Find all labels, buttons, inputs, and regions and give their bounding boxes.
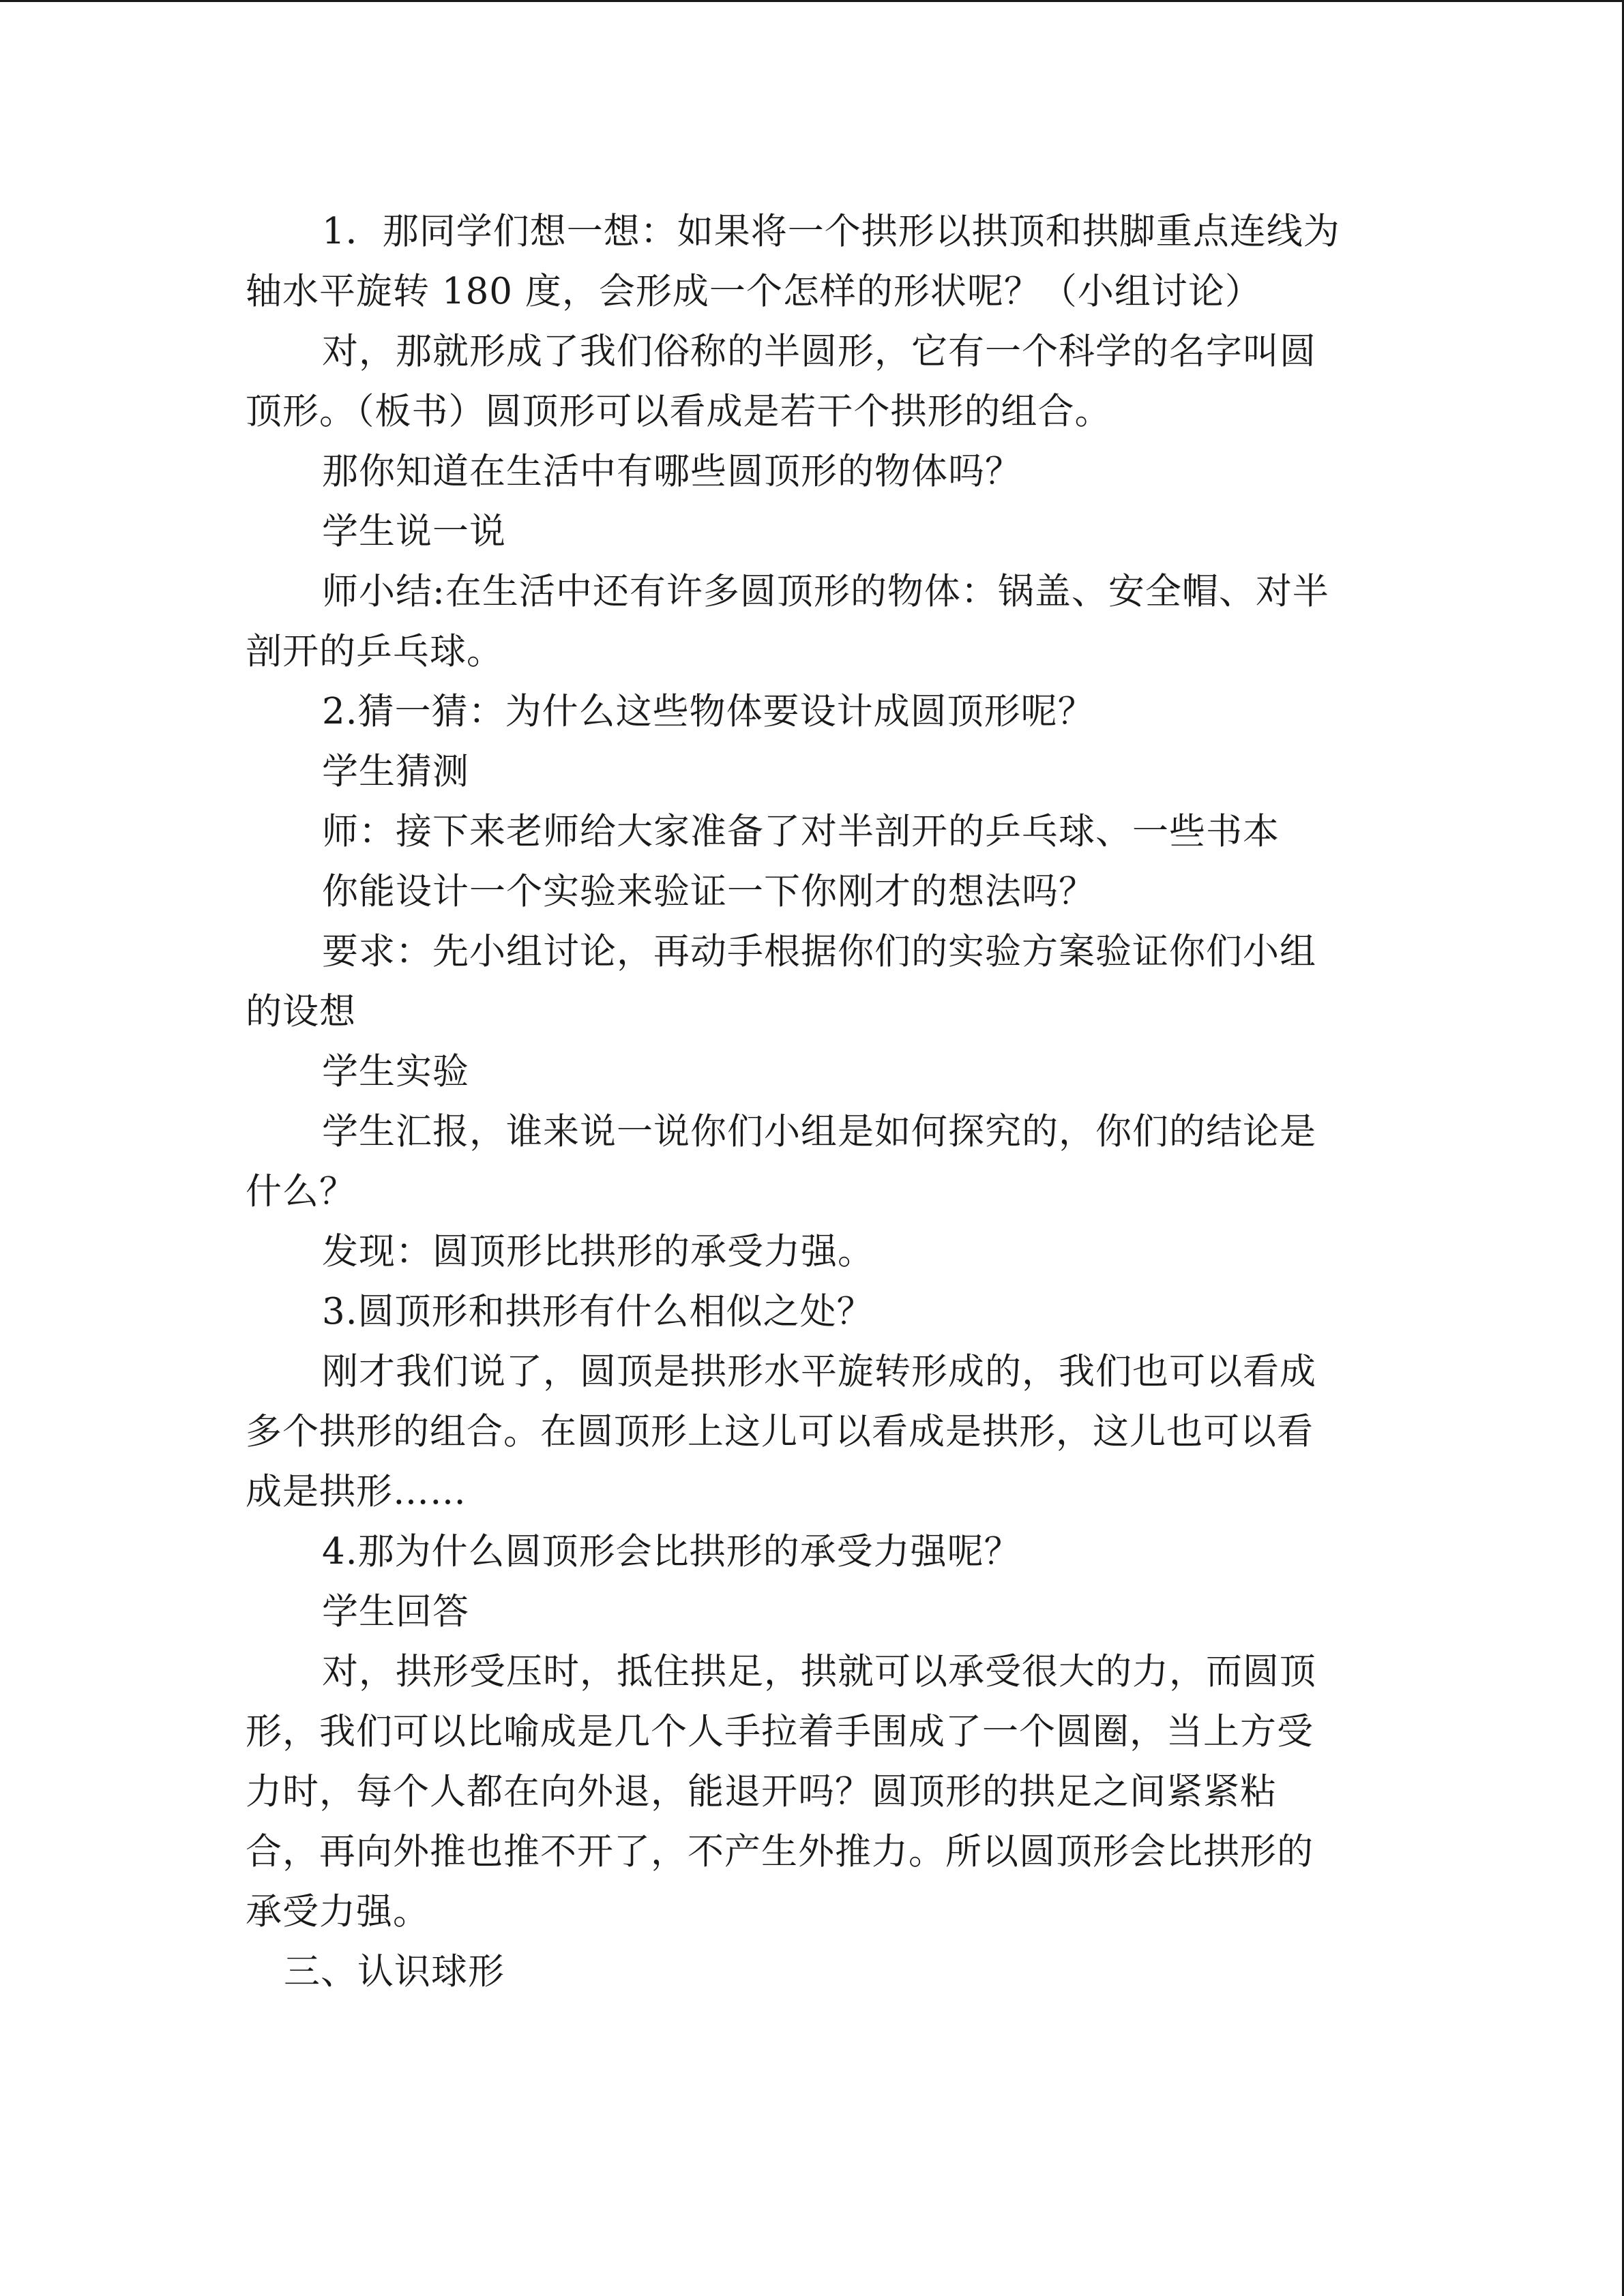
text-line: 学生实验 [322,1051,469,1092]
text-line: 学生回答 [322,1591,469,1632]
text-line: 3.圆顶形和拱形有什么相似之处？ [322,1291,874,1332]
text-line: 学生猜测 [322,751,469,792]
text-line: 形，我们可以比喻成是几个人手拉着手围成了一个圆圈，当上方受 [246,1711,1314,1753]
text-line: 学生说一说 [322,511,506,552]
text-line: 多个拱形的组合。在圆顶形上这儿可以看成是拱形，这儿也可以看 [246,1411,1314,1452]
text-line: 承受力强。 [246,1891,430,1933]
text-line: 对，拱形受压时，抵住拱足，拱就可以承受很大的力，而圆顶 [322,1651,1316,1693]
text-line: 师：接下来老师给大家准备了对半剖开的乒乓球、一些书本 [322,811,1280,852]
text-line: 2.猜一猜：为什么这些物体要设计成圆顶形呢？ [322,691,1095,732]
text-line: 成是拱形…… [246,1471,467,1512]
text-line: 学生汇报，谁来说一说你们小组是如何探究的，你们的结论是 [322,1111,1316,1152]
text-line: 那你知道在生活中有哪些圆顶形的物体吗？ [322,451,1022,492]
text-line: 顶形。（板书）圆顶形可以看成是若干个拱形的组合。 [246,391,1112,432]
document-body [246,202,1378,2002]
text-line: 你能设计一个实验来验证一下你刚才的想法吗？ [322,871,1095,912]
text-line: 对，那就形成了我们俗称的半圆形，它有一个科学的名字叫圆 [322,331,1316,372]
text-line: 刚才我们说了，圆顶是拱形水平旋转形成的，我们也可以看成 [322,1351,1316,1392]
text-line: 1．那同学们想一想：如果将一个拱形以拱顶和拱脚重点连线为 [322,211,1340,252]
text-line: 师小结:在生活中还有许多圆顶形的物体：锅盖、安全帽、对半 [322,571,1329,612]
text-line: 的设想 [246,991,356,1032]
section-heading: 三、认识球形 [284,1951,505,1993]
text-line: 力时，每个人都在向外退，能退开吗？圆顶形的拱足之间紧紧粘 [246,1771,1277,1813]
page-top-border [0,0,1624,2]
text-line: 轴水平旋转 180 度，会形成一个怎样的形状呢？（小组讨论） [246,271,1262,312]
text-line: 4.那为什么圆顶形会比拱形的承受力强呢？ [322,1531,1021,1572]
text-line: 剖开的乒乓球。 [246,631,503,672]
text-line: 要求：先小组讨论，再动手根据你们的实验方案验证你们小组 [322,931,1316,972]
text-line: 合，再向外推也推不开了，不产生外推力。所以圆顶形会比拱形的 [246,1831,1314,1873]
text-line: 发现：圆顶形比拱形的承受力强。 [322,1231,874,1272]
text-line: 什么？ [246,1171,356,1212]
